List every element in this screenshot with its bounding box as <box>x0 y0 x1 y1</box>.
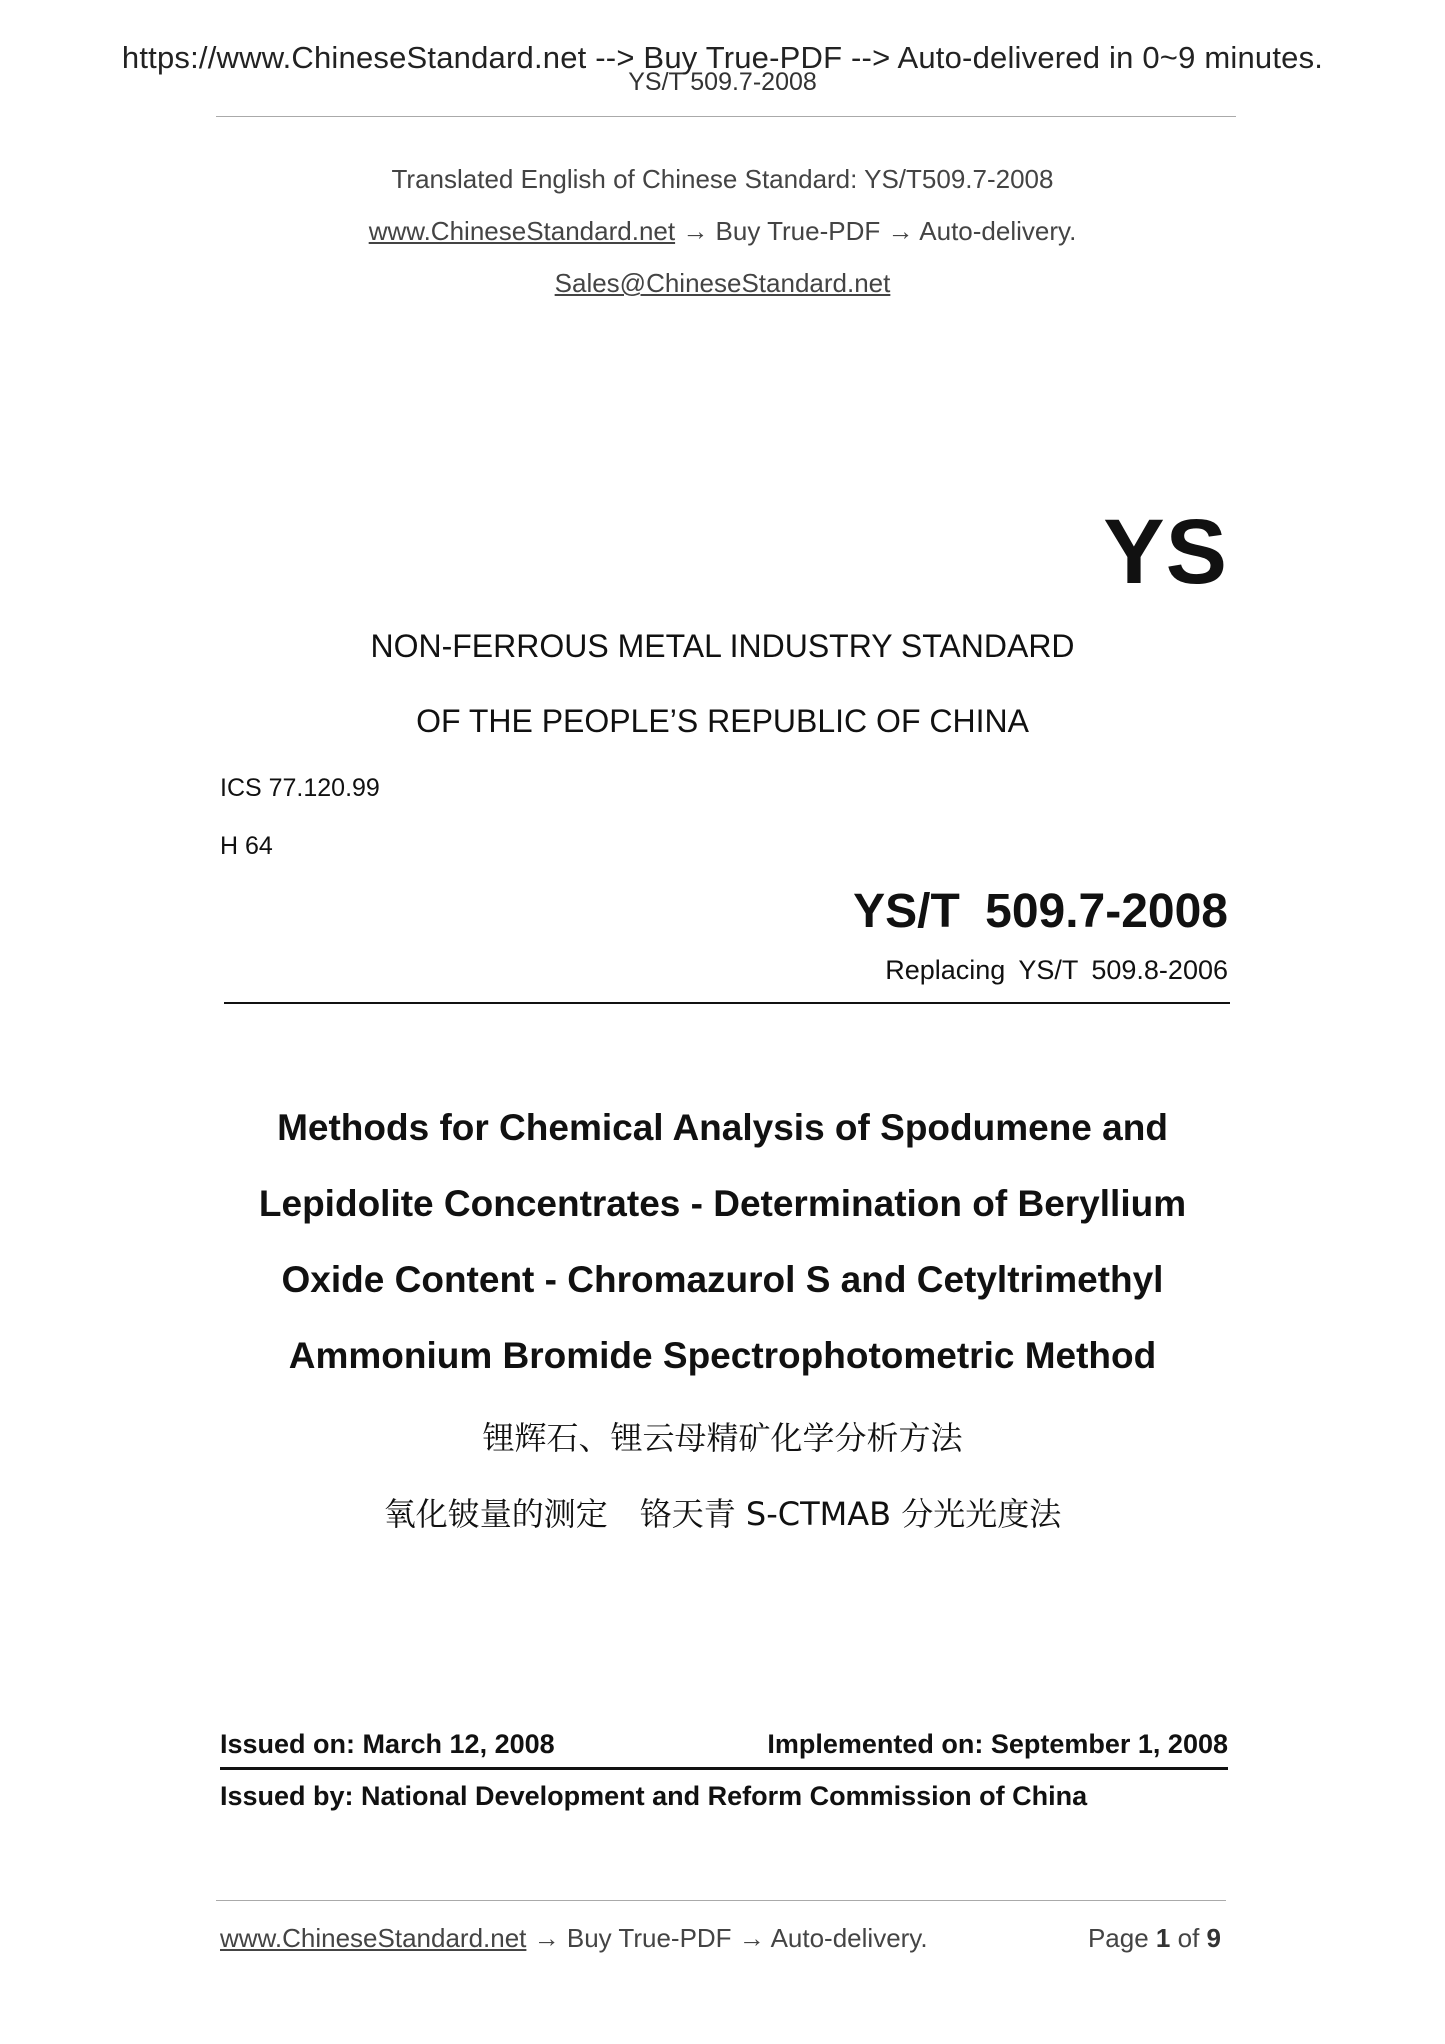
page-total: 9 <box>1206 1923 1221 1953</box>
english-title-line: Methods for Chemical Analysis of Spodumene and <box>277 1107 1168 1148</box>
footer-site-link[interactable]: www.ChineseStandard.net <box>220 1923 527 1953</box>
h-code: H 64 <box>220 832 273 860</box>
english-title-line: Lepidolite Concentrates - Determination of Beryllium <box>258 1183 1187 1224</box>
ics-code: ICS 77.120.99 <box>220 774 380 802</box>
site-line <box>0 216 1445 247</box>
page-current: 1 <box>1155 1923 1171 1953</box>
page-number <box>1088 1923 1221 1954</box>
english-title <box>0 1090 1445 1394</box>
standard-code: YS/T 509.7-2008 <box>853 885 1228 938</box>
site-line-rest: → Buy True-PDF → Auto-delivery. <box>675 216 1077 246</box>
chinese-title <box>0 1400 1445 1552</box>
chinese-title-line: 锂辉石、锂云母精矿化学分析方法 <box>482 1419 963 1457</box>
site-link[interactable]: www.ChineseStandard.net <box>368 216 676 246</box>
translated-title: Translated English of Chinese Standard: YS/T509.7-2008 <box>391 164 1054 194</box>
footer-line-rest: → Buy True-PDF → Auto-delivery. <box>526 1923 928 1953</box>
replacing-note: Replacing YS/T 509.8-2006 <box>885 955 1228 985</box>
issue-divider <box>220 1767 1228 1770</box>
implemented-on: Implemented on: September 1, 2008 <box>767 1729 1228 1759</box>
email-link[interactable]: Sales@ChineseStandard.net <box>554 268 891 298</box>
ys-mark: YS <box>1103 501 1228 603</box>
header-divider <box>216 116 1236 117</box>
page-label: Page <box>1087 1923 1149 1953</box>
issued-on: Issued on: March 12, 2008 <box>220 1729 555 1759</box>
top-banner: https://www.ChineseStandard.net --> Buy True-PDF --> Auto-delivered in 0~9 minutes. <box>121 40 1324 75</box>
footer-divider <box>216 1900 1226 1901</box>
email-line <box>0 268 1445 299</box>
standard-line-2: OF THE PEOPLE’S REPUBLIC OF CHINA <box>416 703 1029 739</box>
issued-by: Issued by: National Development and Reform Commission of China <box>220 1781 1088 1811</box>
footer-line <box>220 1923 928 1954</box>
running-header: YS/T 509.7-2008 <box>628 68 817 96</box>
standard-line-1: NON-FERROUS METAL INDUSTRY STANDARD <box>370 628 1075 664</box>
english-title-line: Oxide Content - Chromazurol S and Cetyltrimethyl <box>281 1259 1164 1300</box>
english-title-line: Ammonium Bromide Spectrophotometric Method <box>288 1335 1157 1376</box>
page-of: of <box>1177 1923 1200 1953</box>
chinese-title-line: 氧化铍量的测定 铬天青 S-CTMAB 分光光度法 <box>383 1495 1062 1533</box>
code-divider <box>224 1002 1230 1004</box>
